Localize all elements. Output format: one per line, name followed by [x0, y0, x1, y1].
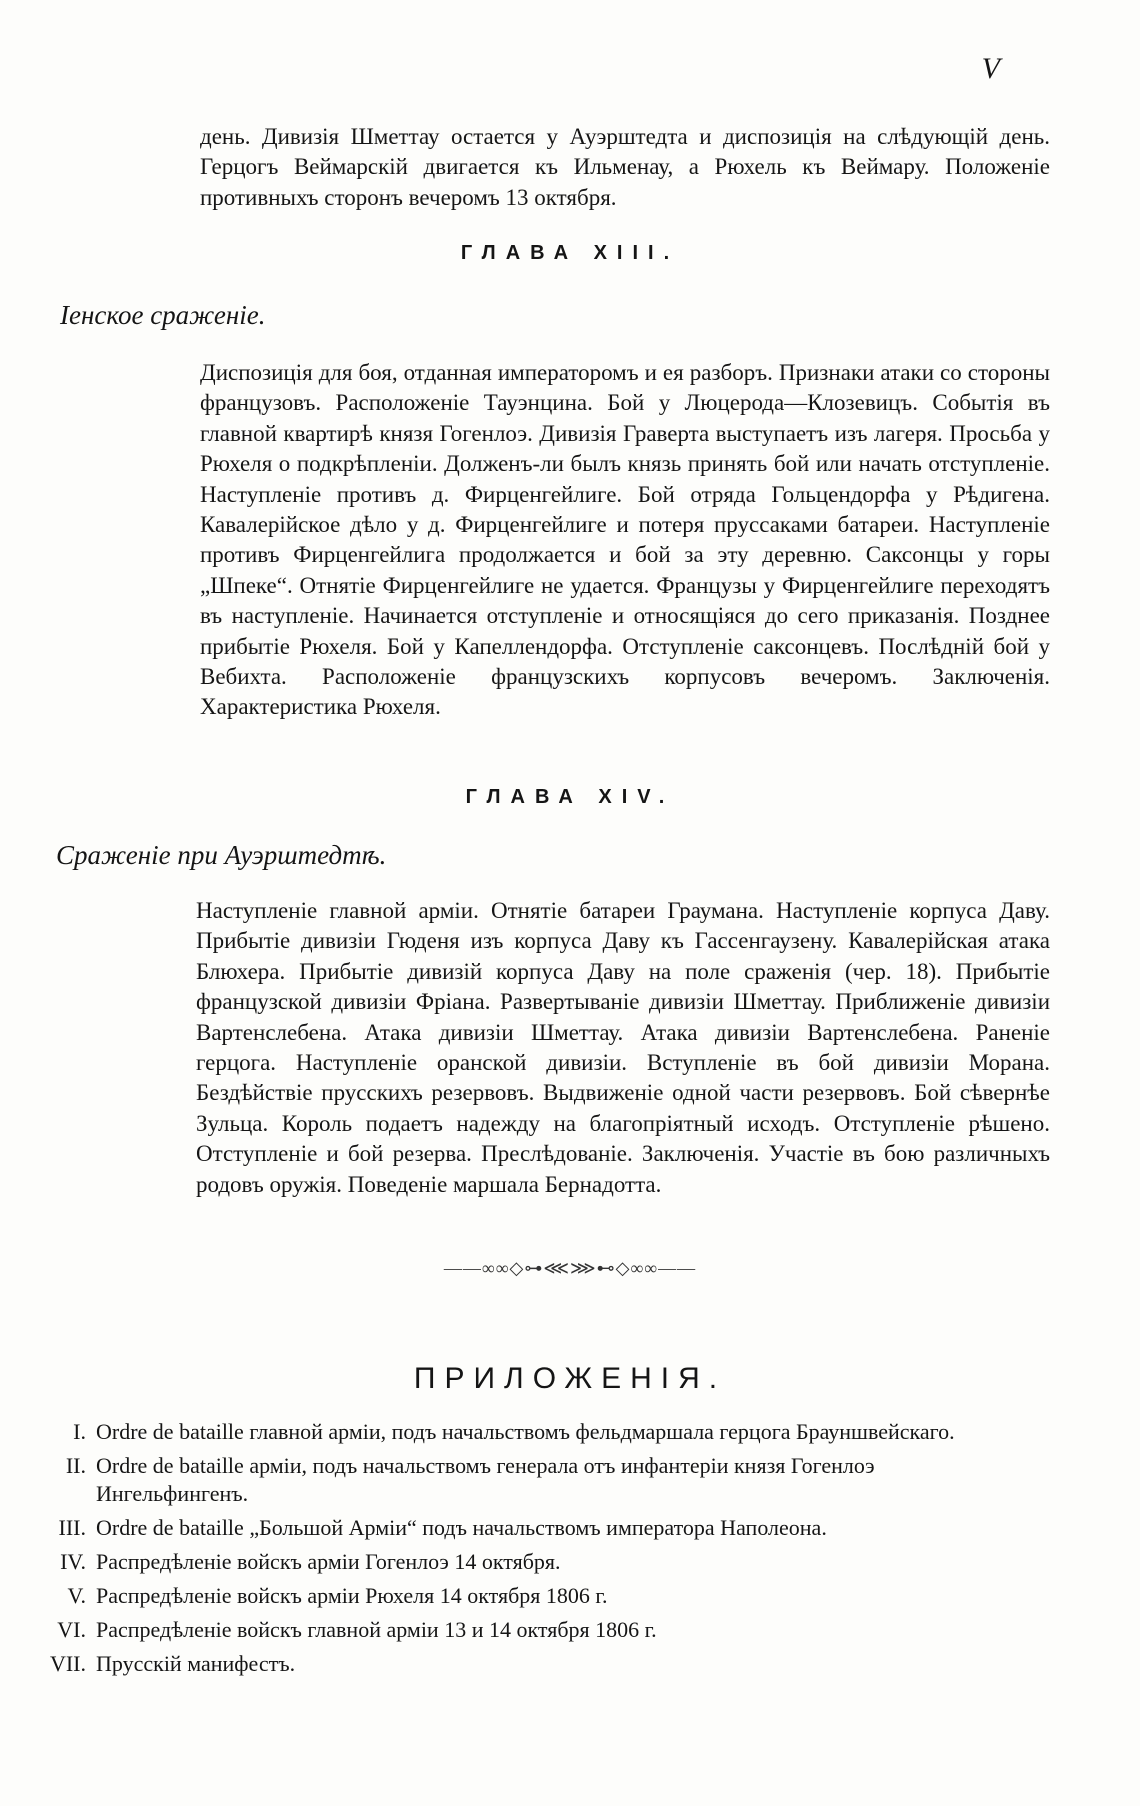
appendix-title: ПРИЛОЖЕНІЯ. [413, 1362, 727, 1395]
appendix-item-number: I. [73, 1419, 86, 1444]
appendix-item-text: Ordre de bataille главной арміи, подъ начальствомъ фельдмаршала герцога Брауншвейскаго. [96, 1419, 955, 1444]
ornament-divider: ——∞∞◇⊶⋘⋙⊷◇∞∞—— [443, 1258, 697, 1278]
appendix-item-text: Прусскій манифестъ. [96, 1651, 296, 1676]
appendix-item-number: V. [67, 1583, 86, 1608]
appendix-item-number: VI. [57, 1617, 86, 1642]
appendix-item [40, 1452, 1000, 1508]
appendix-item-text: Распредѣленіе войскъ главной арміи 13 и 14 октября 1806 г. [96, 1617, 657, 1642]
appendix-item [40, 1418, 1000, 1446]
chapter-13-title: Іенское сраженіе. [60, 300, 266, 330]
appendix-item-number: II. [65, 1453, 86, 1478]
appendix-list [40, 1418, 1000, 1684]
chapter-13-summary: Диспозиція для боя, отданная императоромъ и ея разборъ. Признаки атаки со стороны французовъ. Расположеніе Тауэнцина. Бой у Люцерода—Клозевицъ. Событія въ главной квартирѣ князя Гогенлоэ. Дивизія Граверта выступаетъ изъ лагеря. Просьба у Рюхеля о подкрѣпленіи. Долженъ-ли былъ князь принять бой или начать отступленіе. Наступленіе противъ д. Фирценгейлиге. Бой отряда Гольцендорфа у Рѣдигена. Кавалерійское дѣло у д. Фирценгейлиге и потеря пруссаками батареи. Наступленіе противъ Фирценгейлига продолжается и бой за эту деревню. Саксонцы у горы „Шпеке“. Отнятіе Фирценгейлиге не удается. Французы у Фирценгейлиге переходятъ въ наступленіе. Начинается отступленіе и относящіяся до сего приказанія. Позднее прибытіе Рюхеля. Бой у Капеллендорфа. Отступленіе саксонцевъ. Послѣдній бой у Вебихта. Расположеніе французскихъ корпусовъ вечеромъ. Заключенія. Характеристика Рюхеля. [200, 360, 1050, 720]
chapter-14-title: Сраженіе при Ауэрштедтѣ. [56, 840, 387, 870]
appendix-item [40, 1548, 1000, 1576]
appendix-item-text: Распредѣленіе войскъ арміи Гогенлоэ 14 октября. [96, 1549, 561, 1574]
appendix-item [40, 1582, 1000, 1610]
appendix-item [40, 1514, 1000, 1542]
chapter-14-heading: ГЛАВА XIV. [465, 786, 675, 808]
appendix-item-text: Ordre de bataille арміи, подъ начальствомъ генерала отъ инфантеріи князя Гогенлоэ Ингельфингенъ. [96, 1453, 875, 1506]
appendix-item-number: IV. [60, 1549, 86, 1574]
appendix-item [40, 1616, 1000, 1644]
appendix-item-number: VII. [49, 1651, 86, 1676]
appendix-item-text: Ordre de bataille „Большой Арміи“ подъ начальствомъ императора Наполеона. [96, 1515, 827, 1540]
appendix-item [40, 1650, 1000, 1678]
chapter-13-heading: ГЛАВА XIII. [460, 242, 680, 264]
page-number: V [981, 52, 1000, 85]
chapter-14-summary: Наступленіе главной арміи. Отнятіе батареи Граумана. Наступленіе корпуса Даву. Прибытіе дивизіи Гюденя изъ корпуса Даву къ Гассенгаузену. Кавалерійская атака Блюхера. Прибытіе дивизій корпуса Даву на поле сраженія (чер. 18). Прибытіе французской дивизіи Фріана. Развертываніе дивизіи Шметтау. Приближеніе дивизіи Вартенслебена. Атака дивизіи Шметтау. Атака дивизіи Вартенслебена. Раненіе герцога. Наступленіе оранской дивизіи. Вступленіе въ бой дивизіи Морана. Бездѣйствіе прусскихъ резервовъ. Выдвиженіе одной части резервовъ. Бой сѣвернѣе Зульца. Король подаетъ надежду на благопріятный исходъ. Отступленіе рѣшено. Отступленіе и бой резерва. Преслѣдованіе. Заключенія. Участіе въ бою различныхъ родовъ оружія. Поведеніе маршала Бернадотта. [196, 898, 1050, 1197]
intro-paragraph: день. Дивизія Шметтау остается у Ауэрштедта и диспозиція на слѣдующій день. Герцогъ Веймарскій двигается къ Ильменау, а Рюхель къ Веймару. Положеніе противныхъ сторонъ вечеромъ 13 октября. [200, 124, 1050, 210]
appendix-item-number: III. [58, 1515, 86, 1540]
appendix-item-text: Распредѣленіе войскъ арміи Рюхеля 14 октября 1806 г. [96, 1583, 608, 1608]
